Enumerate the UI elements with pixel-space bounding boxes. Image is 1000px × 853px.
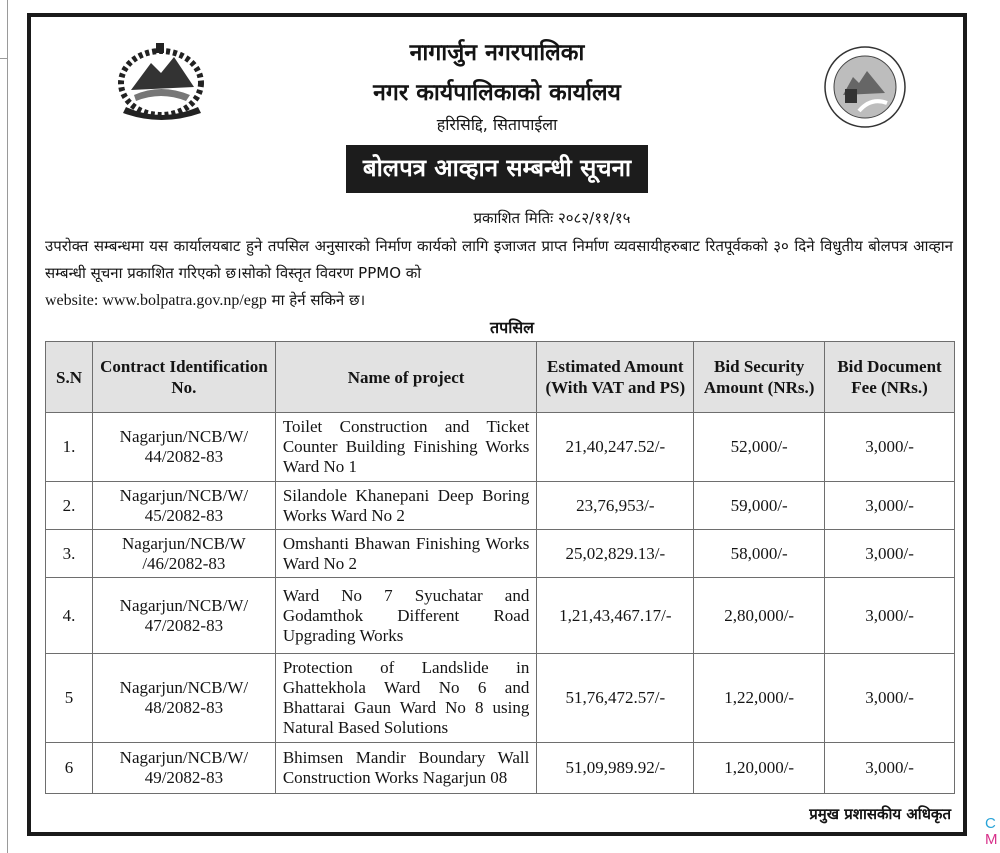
cell-project: Toilet Construction and Ticket Counter Building Finishing Works Ward No 1 xyxy=(275,413,537,482)
cell-security: 2,80,000/- xyxy=(694,578,825,654)
cell-security: 1,20,000/- xyxy=(694,743,825,794)
table-row xyxy=(46,743,955,794)
cell-estimate: 23,76,953/- xyxy=(537,482,694,530)
cell-estimate: 1,21,43,467.17/- xyxy=(537,578,694,654)
col-header-sn: S.N xyxy=(46,342,93,413)
cell-project: Protection of Landslide in Ghattekhola Ward No 6 and Bhattarai Gaun Ward No 8 using Natural Based Solutions xyxy=(275,654,537,743)
print-registration-marks xyxy=(985,816,998,848)
cell-estimate: 51,09,989.92/- xyxy=(537,743,694,794)
cell-fee: 3,000/- xyxy=(825,578,955,654)
table-row xyxy=(46,578,955,654)
notice-frame xyxy=(27,13,967,836)
cell-sn: 2. xyxy=(46,482,93,530)
cell-estimate: 51,76,472.57/- xyxy=(537,654,694,743)
cell-estimate: 25,02,829.13/- xyxy=(537,530,694,578)
office-name: नगर कार्यपालिकाको कार्यालय xyxy=(373,80,621,106)
cell-security: 58,000/- xyxy=(694,530,825,578)
cell-security: 59,000/- xyxy=(694,482,825,530)
cell-estimate: 21,40,247.52/- xyxy=(537,413,694,482)
cell-contract: Nagarjun/NCB/W /46/2082-83 xyxy=(92,530,275,578)
table-row xyxy=(46,654,955,743)
cell-sn: 3. xyxy=(46,530,93,578)
cell-fee: 3,000/- xyxy=(825,413,955,482)
cell-contract: Nagarjun/NCB/W/ 44/2082-83 xyxy=(92,413,275,482)
cell-contract: Nagarjun/NCB/W/ 47/2082-83 xyxy=(92,578,275,654)
col-header-security: Bid Security Amount (NRs.) xyxy=(694,342,825,413)
table-header-row xyxy=(46,342,955,413)
cell-sn: 1. xyxy=(46,413,93,482)
notice-body-text: उपरोक्त सम्बन्धमा यस कार्यालयबाट हुने तपसिल अनुसारको निर्माण कार्यको लागि इजाजत प्राप्त निर्माण व्यवसायीहरुबाट रितपूर्वकको ३० दिने विधुतीय बोलपत्र आव्हान सम्बन्धी सूचना प्रकाशित गरिएको छ।सोको विस्तृत विवरण PPMO को xyxy=(45,237,953,282)
page-edge-line xyxy=(7,0,8,853)
cell-fee: 3,000/- xyxy=(825,530,955,578)
office-address: हरिसिद्दि, सितापाईला xyxy=(436,115,558,134)
magenta-mark: M xyxy=(985,831,998,848)
cell-contract: Nagarjun/NCB/W/ 45/2082-83 xyxy=(92,482,275,530)
cell-fee: 3,000/- xyxy=(825,743,955,794)
page-edge-tick xyxy=(0,58,8,59)
notice-body xyxy=(45,233,953,314)
tender-table xyxy=(45,341,955,794)
col-header-project: Name of project xyxy=(275,342,537,413)
table-row xyxy=(46,413,955,482)
cell-contract: Nagarjun/NCB/W/ 49/2082-83 xyxy=(92,743,275,794)
cell-project: Ward No 7 Syuchatar and Godamthok Different Road Upgrading Works xyxy=(275,578,537,654)
signatory-title: प्रमुख प्रशासकीय अधिकृत xyxy=(809,805,951,823)
schedule-title: तपसिल xyxy=(489,318,535,337)
cell-project: Bhimsen Mandir Boundary Wall Construction Works Nagarjun 08 xyxy=(275,743,537,794)
notice-title-banner: बोलपत्र आव्हान सम्बन्धी सूचना xyxy=(346,145,648,193)
cell-sn: 6 xyxy=(46,743,93,794)
cell-project: Omshanti Bhawan Finishing Works Ward No 2 xyxy=(275,530,537,578)
published-date: प्रकाशित मितिः २०८२/११/१५ xyxy=(473,209,631,227)
cell-fee: 3,000/- xyxy=(825,482,955,530)
cyan-mark: C xyxy=(985,815,996,832)
col-header-estimate: Estimated Amount (With VAT and PS) xyxy=(537,342,694,413)
municipality-name: नागार्जुन नगरपालिका xyxy=(409,40,585,66)
cell-project: Silandole Khanepani Deep Boring Works Ward No 2 xyxy=(275,482,537,530)
cell-fee: 3,000/- xyxy=(825,654,955,743)
cell-contract: Nagarjun/NCB/W/ 48/2082-83 xyxy=(92,654,275,743)
website-suffix: मा हेर्न सकिने छ। xyxy=(266,291,366,309)
cell-security: 1,22,000/- xyxy=(694,654,825,743)
col-header-fee: Bid Document Fee (NRs.) xyxy=(825,342,955,413)
cell-sn: 4. xyxy=(46,578,93,654)
col-header-contract: Contract Identification No. xyxy=(92,342,275,413)
table-row xyxy=(46,482,955,530)
website-link[interactable]: website: www.bolpatra.gov.np/egp xyxy=(45,292,267,309)
cell-sn: 5 xyxy=(46,654,93,743)
table-row xyxy=(46,530,955,578)
cell-security: 52,000/- xyxy=(694,413,825,482)
